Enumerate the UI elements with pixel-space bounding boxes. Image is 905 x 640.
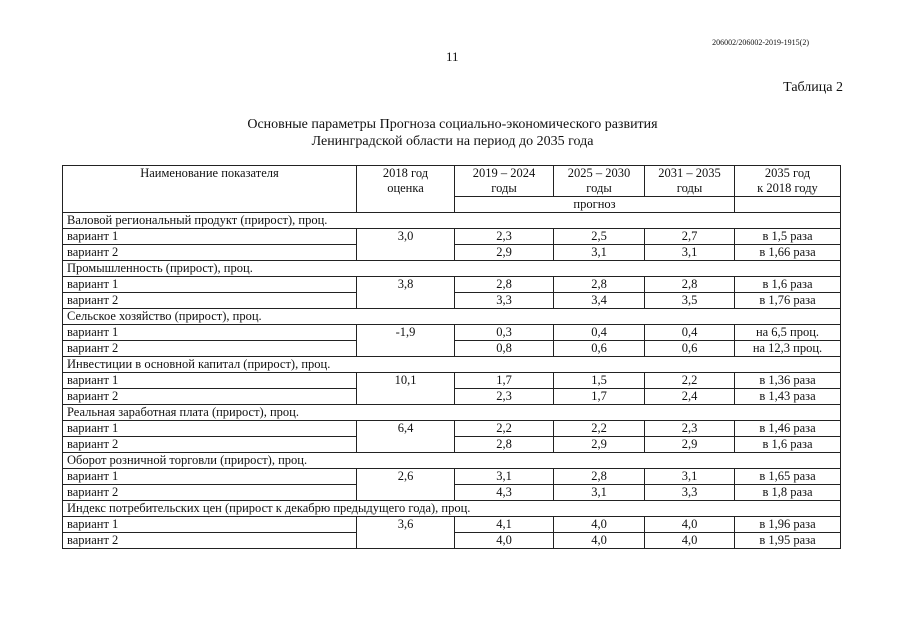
value-2019-2024: 3,1 <box>455 469 554 485</box>
section-title: Промышленность (прирост), проц. <box>63 261 841 277</box>
value-2025-2030: 4,0 <box>554 533 645 549</box>
estimate-2018: 3,0 <box>357 229 455 261</box>
value-2035-vs-2018: на 6,5 проц. <box>735 325 841 341</box>
section-title: Оборот розничной торговли (прирост), проц. <box>63 453 841 469</box>
value-2019-2024: 0,3 <box>455 325 554 341</box>
value-2031-2035: 0,4 <box>645 325 735 341</box>
variant-row <box>63 517 841 533</box>
value-2031-2035: 2,3 <box>645 421 735 437</box>
estimate-2018: 2,6 <box>357 469 455 501</box>
value-2025-2030: 0,4 <box>554 325 645 341</box>
header-row <box>63 166 841 197</box>
value-2031-2035: 3,5 <box>645 293 735 309</box>
value-2019-2024: 2,2 <box>455 421 554 437</box>
section-title: Реальная заработная плата (прирост), проц. <box>63 405 841 421</box>
table-body <box>63 213 841 549</box>
value-2019-2024: 2,3 <box>455 229 554 245</box>
section-row <box>63 357 841 373</box>
value-2025-2030: 2,2 <box>554 421 645 437</box>
value-2031-2035: 4,0 <box>645 517 735 533</box>
value-2025-2030: 3,1 <box>554 245 645 261</box>
variant-label: вариант 2 <box>63 293 357 309</box>
value-2019-2024: 2,3 <box>455 389 554 405</box>
title-line-1: Основные параметры Прогноза социально-экономического развития <box>247 117 658 132</box>
header-period-2: 2025 – 2030 годы <box>554 166 645 197</box>
section-row <box>63 309 841 325</box>
variant-label: вариант 1 <box>63 517 357 533</box>
section-title: Сельское хозяйство (прирост), проц. <box>63 309 841 325</box>
table-caption: Таблица 2 <box>783 80 843 95</box>
value-2019-2024: 4,0 <box>455 533 554 549</box>
section-title: Индекс потребительских цен (прирост к декабрю предыдущего года), проц. <box>63 501 841 517</box>
value-2025-2030: 2,9 <box>554 437 645 453</box>
value-2035-vs-2018: в 1,43 раза <box>735 389 841 405</box>
variant-label: вариант 2 <box>63 485 357 501</box>
variant-row <box>63 277 841 293</box>
value-2019-2024: 0,8 <box>455 341 554 357</box>
value-2031-2035: 4,0 <box>645 533 735 549</box>
variant-row <box>63 325 841 341</box>
variant-label: вариант 1 <box>63 325 357 341</box>
title-line-2: Ленинградской области на период до 2035 года <box>311 134 594 149</box>
value-2035-vs-2018: в 1,95 раза <box>735 533 841 549</box>
value-2025-2030: 2,8 <box>554 277 645 293</box>
value-2025-2030: 3,1 <box>554 485 645 501</box>
estimate-2018: 10,1 <box>357 373 455 405</box>
section-title: Валовой региональный продукт (прирост), проц. <box>63 213 841 229</box>
estimate-2018: -1,9 <box>357 325 455 357</box>
value-2025-2030: 2,8 <box>554 469 645 485</box>
value-2031-2035: 3,1 <box>645 469 735 485</box>
variant-row <box>63 373 841 389</box>
value-2025-2030: 0,6 <box>554 341 645 357</box>
value-2031-2035: 2,7 <box>645 229 735 245</box>
value-2031-2035: 3,1 <box>645 245 735 261</box>
value-2035-vs-2018: в 1,65 раза <box>735 469 841 485</box>
section-title: Инвестиции в основной капитал (прирост), проц. <box>63 357 841 373</box>
section-row <box>63 213 841 229</box>
header-2035-vs-2018: 2035 год к 2018 году <box>735 166 841 197</box>
page-number: 11 <box>446 49 459 64</box>
section-row <box>63 261 841 277</box>
value-2031-2035: 3,3 <box>645 485 735 501</box>
variant-label: вариант 2 <box>63 245 357 261</box>
variant-row <box>63 421 841 437</box>
value-2035-vs-2018: в 1,5 раза <box>735 229 841 245</box>
value-2025-2030: 4,0 <box>554 517 645 533</box>
value-2035-vs-2018: в 1,8 раза <box>735 485 841 501</box>
estimate-2018: 3,8 <box>357 277 455 309</box>
value-2031-2035: 2,8 <box>645 277 735 293</box>
variant-label: вариант 1 <box>63 373 357 389</box>
value-2031-2035: 2,9 <box>645 437 735 453</box>
header-period-3: 2031 – 2035 годы <box>645 166 735 197</box>
variant-label: вариант 1 <box>63 229 357 245</box>
variant-row <box>63 229 841 245</box>
value-2025-2030: 1,5 <box>554 373 645 389</box>
value-2019-2024: 2,8 <box>455 277 554 293</box>
variant-label: вариант 1 <box>63 469 357 485</box>
value-2031-2035: 2,2 <box>645 373 735 389</box>
document-title <box>0 116 905 150</box>
variant-row <box>63 469 841 485</box>
section-row <box>63 453 841 469</box>
value-2035-vs-2018: в 1,66 раза <box>735 245 841 261</box>
variant-label: вариант 1 <box>63 421 357 437</box>
value-2035-vs-2018: в 1,46 раза <box>735 421 841 437</box>
value-2025-2030: 1,7 <box>554 389 645 405</box>
estimate-2018: 3,6 <box>357 517 455 549</box>
value-2025-2030: 2,5 <box>554 229 645 245</box>
forecast-table <box>62 165 841 549</box>
document-id: 206002/206002-2019-1915(2) <box>712 38 809 47</box>
variant-label: вариант 2 <box>63 533 357 549</box>
header-indicator-name: Наименование показателя <box>63 166 357 213</box>
value-2031-2035: 2,4 <box>645 389 735 405</box>
variant-label: вариант 2 <box>63 341 357 357</box>
value-2035-vs-2018: в 1,76 раза <box>735 293 841 309</box>
section-row <box>63 405 841 421</box>
value-2019-2024: 2,9 <box>455 245 554 261</box>
value-2019-2024: 2,8 <box>455 437 554 453</box>
variant-label: вариант 2 <box>63 389 357 405</box>
value-2019-2024: 3,3 <box>455 293 554 309</box>
value-2035-vs-2018: в 1,6 раза <box>735 437 841 453</box>
estimate-2018: 6,4 <box>357 421 455 453</box>
header-empty-cell <box>735 197 841 213</box>
value-2031-2035: 0,6 <box>645 341 735 357</box>
header-forecast-label: прогноз <box>455 197 735 213</box>
section-row <box>63 501 841 517</box>
header-period-1: 2019 – 2024 годы <box>455 166 554 197</box>
value-2019-2024: 4,3 <box>455 485 554 501</box>
variant-label: вариант 1 <box>63 277 357 293</box>
variant-label: вариант 2 <box>63 437 357 453</box>
value-2019-2024: 4,1 <box>455 517 554 533</box>
header-estimate: 2018 год оценка <box>357 166 455 213</box>
value-2035-vs-2018: в 1,6 раза <box>735 277 841 293</box>
value-2035-vs-2018: в 1,36 раза <box>735 373 841 389</box>
value-2019-2024: 1,7 <box>455 373 554 389</box>
value-2025-2030: 3,4 <box>554 293 645 309</box>
value-2035-vs-2018: в 1,96 раза <box>735 517 841 533</box>
value-2035-vs-2018: на 12,3 проц. <box>735 341 841 357</box>
